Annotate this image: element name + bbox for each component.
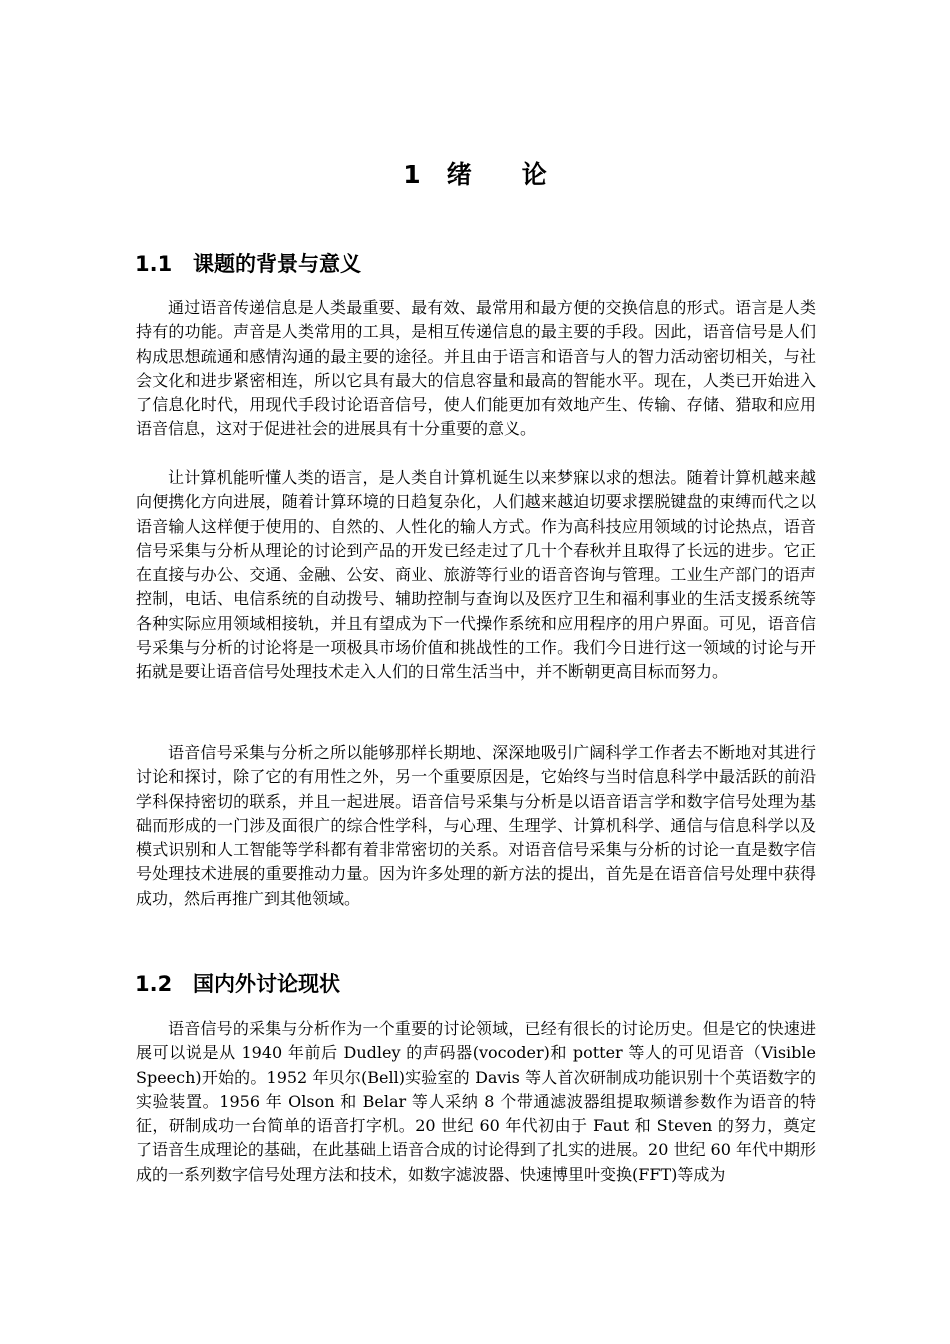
- paragraph: 通过语音传递信息是人类最重要、最有效、最常用和最方便的交换信息的形式。语言是人类持有的功能。声音是人类常用的工具，是相互传递信息的最主要的手段。因此，语音信号是人们构成思想疏通和感情沟通的最主要的途径。并且由于语言和语音与人的智力活动密切相关，与社会文化和进步紧密相连，所以它具有最大的信息容量和最高的智能水平。现在，人类已开始进入了信息化时代，用现代手段讨论语音信号，使人们能更加有效地产生、传输、存储、猎取和应用语音信息，这对于促进社会的进展具有十分重要的意义。: [136, 298, 816, 439]
- section-number: 1.2: [135, 972, 173, 996]
- chapter-title: [0, 155, 950, 191]
- section-number: 1.1: [135, 252, 173, 276]
- section-title: 课题的背景与意义: [193, 252, 361, 276]
- paragraph: 语音信号的采集与分析作为一个重要的讨论领域，已经有很长的讨论历史。但是它的快速进展可以说是从 1940 年前后 Dudley 的声码器(vocoder)和 potter 等人的可见语音（Visible Speech)开始的。1952 年贝尔(Bell)实验室的 Davis 等人首次研制成功能识别十个英语数字的实验装置。1956 年 Olson 和 Belar 等人采纳 8 个带通滤波器组提取频谱参数作为语音的特征，研制成功一台简单的语音打字机。20 世纪 60 年代初由于 Faut 和 Steven 的努力，奠定了语音生成理论的基础，在此基础上语音合成的讨论得到了扎实的进展。20 世纪 60 年代中期形成的一系列数字信号处理方法和技术，如数字滤波器、快速博里叶变换(FFT)等成为: [136, 1019, 816, 1184]
- chapter-number: 1: [403, 160, 421, 189]
- chapter-name: 绪 论: [446, 160, 547, 189]
- section-heading-1-2: [135, 968, 340, 998]
- section-title: 国内外讨论现状: [193, 972, 340, 996]
- paragraph: 让计算机能听懂人类的语言，是人类自计算机诞生以来梦寐以求的想法。随着计算机越来越向便携化方向进展，随着计算环境的日趋复杂化，人们越来越迫切要求摆脱键盘的束缚而代之以语音输人这样便于使用的、自然的、人性化的输人方式。作为高科技应用领域的讨论热点，语音信号采集与分析从理论的讨论到产品的开发已经走过了几十个春秋并且取得了长远的进步。它正在直接与办公、交通、金融、公安、商业、旅游等行业的语音咨询与管理。工业生产部门的语声控制，电话、电信系统的自动拨号、辅助控制与查询以及医疗卫生和福利事业的生活支援系统等各种实际应用领域相接轨，并且有望成为下一代操作系统和应用程序的用户界面。可见，语音信号采集与分析的讨论将是一项极具市场价值和挑战性的工作。我们今日进行这一领域的讨论与开拓就是要让语音信号处理技术走入人们的日常生活当中，并不断朝更高目标而努力。: [136, 468, 816, 682]
- section-heading-1-1: [135, 248, 361, 278]
- paragraph: 语音信号采集与分析之所以能够那样长期地、深深地吸引广阔科学工作者去不断地对其进行讨论和探讨，除了它的有用性之外，另一个重要原因是，它始终与当时信息科学中最活跃的前沿学科保持密切的联系，并且一起进展。语音信号采集与分析是以语音语言学和数字信号处理为基础而形成的一门涉及面很广的综合性学科，与心理、生理学、计算机科学、通信与信息科学以及模式识别和人工智能等学科都有着非常密切的关系。对语音信号采集与分析的讨论一直是数字信号处理技术进展的重要推动力量。因为许多处理的新方法的提出，首先是在语音信号处理中获得成功，然后再推广到其他领域。: [136, 743, 816, 908]
